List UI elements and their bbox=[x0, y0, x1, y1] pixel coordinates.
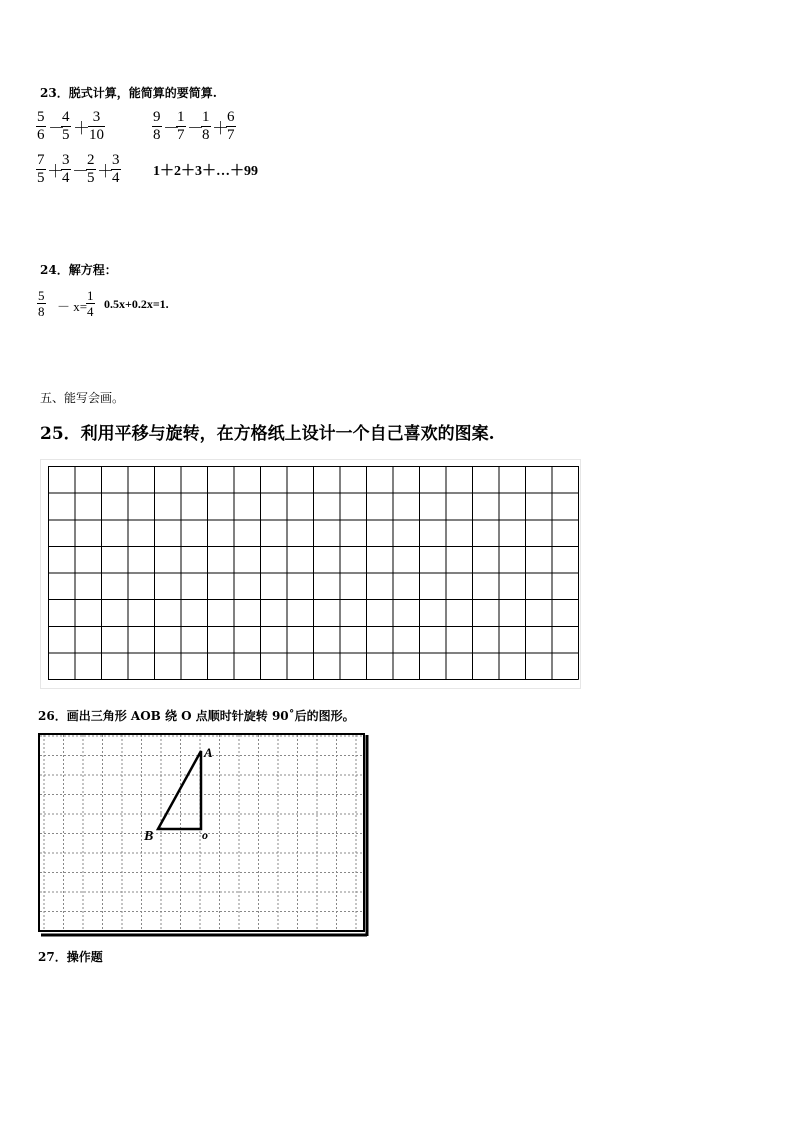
fraction: $\frac{2}{5}$ bbox=[87, 152, 95, 186]
point-o-label: o bbox=[202, 828, 208, 842]
q27-title: 27．操作题 bbox=[38, 950, 103, 964]
q23-expression-4: 1＋2＋3＋…＋99 bbox=[153, 164, 258, 179]
q26-title: 26．画出三角形 AOB 绕 O 点顺时针旋转 90˚后的图形。 bbox=[38, 709, 355, 723]
point-a-label: A bbox=[204, 745, 213, 760]
fraction: $\frac{1}{4}$ bbox=[87, 288, 94, 319]
fraction: $\frac{3}{4}$ bbox=[112, 152, 120, 186]
q25-title: 25．利用平移与旋转，在方格纸上设计一个自己喜欢的图案. bbox=[40, 424, 495, 444]
fraction: $\frac{3}{10}$ bbox=[89, 109, 104, 143]
fraction: $\frac{1}{8}$ bbox=[202, 109, 210, 143]
fraction: $\frac{5}{8}$ bbox=[38, 288, 45, 319]
fraction: $\frac{9}{8}$ bbox=[153, 109, 161, 143]
fraction: $\frac{1}{7}$ bbox=[177, 109, 185, 143]
section-title: 五、能写会画。 bbox=[40, 391, 125, 405]
point-b-label: B bbox=[144, 829, 154, 844]
q24-equation-2: 0.5x+0.2x=1. bbox=[104, 297, 169, 311]
fraction: $\frac{3}{4}$ bbox=[62, 152, 70, 186]
fraction: $\frac{5}{6}$ bbox=[37, 109, 45, 143]
fraction: $\frac{7}{5}$ bbox=[37, 152, 45, 186]
q23-title: 23．脱式计算，能简算的要简算. bbox=[40, 86, 217, 100]
square-grid-paper[interactable] bbox=[48, 466, 579, 680]
q24-title: 24．解方程： bbox=[40, 263, 117, 277]
fraction: $\frac{6}{7}$ bbox=[227, 109, 235, 143]
fraction: $\frac{4}{5}$ bbox=[62, 109, 70, 143]
rotation-grid[interactable] bbox=[38, 733, 370, 938]
